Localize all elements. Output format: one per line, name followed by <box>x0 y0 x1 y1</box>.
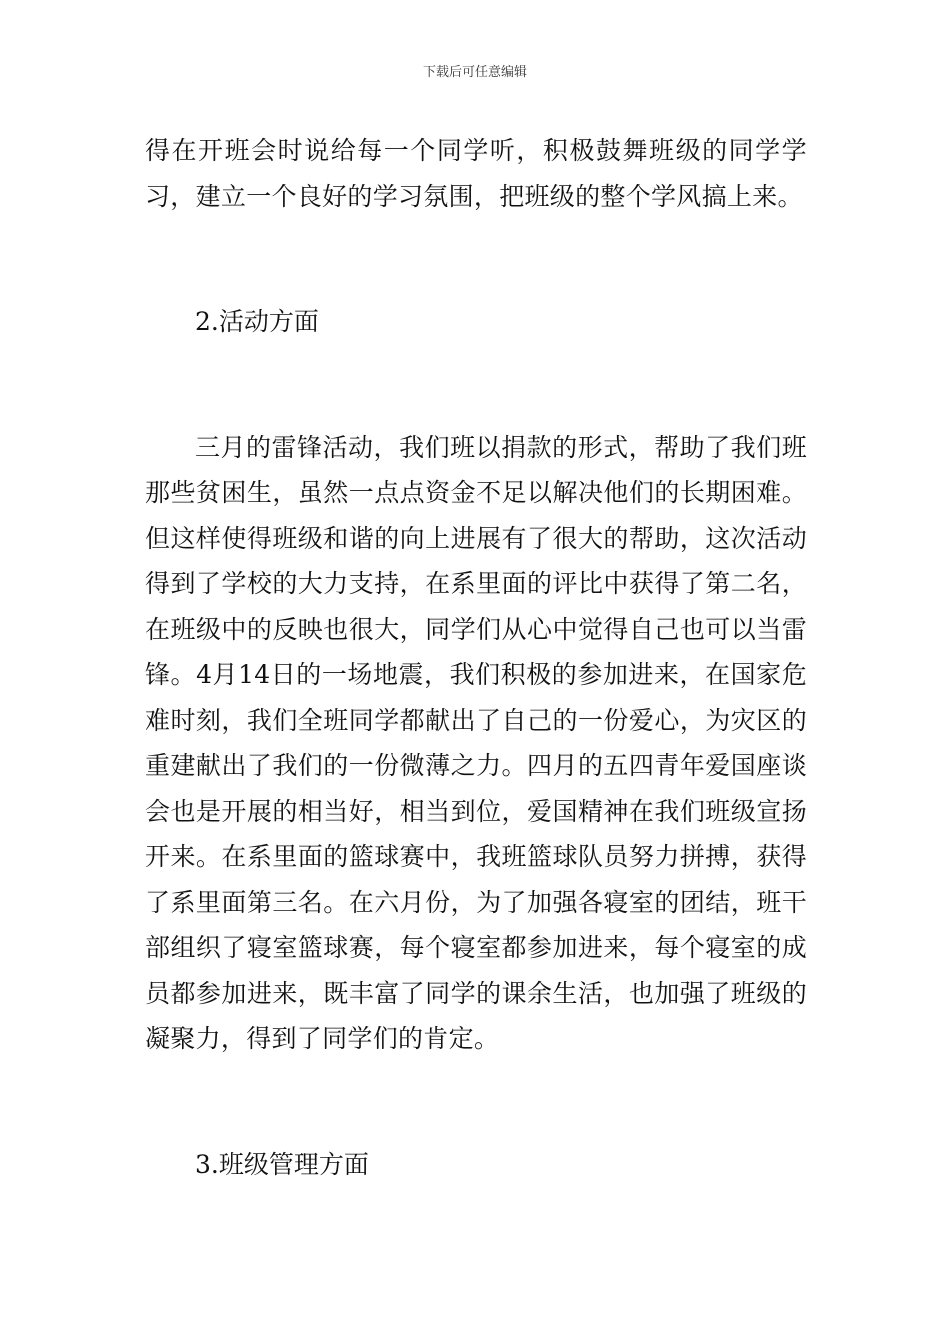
section-spacer <box>145 345 807 425</box>
section-spacer <box>145 1062 807 1142</box>
section-spacer <box>145 219 807 299</box>
page-header: 下载后可任意编辑 <box>422 65 527 80</box>
paragraph-continuation: 得在开班会时说给每一个同学听，积极鼓舞班级的同学学习，建立一个良好的学习氛围，把班级的整个学风搞上来。 <box>145 136 807 211</box>
document-body <box>145 128 807 1187</box>
section-heading-activities: 2.活动方面 <box>195 307 319 336</box>
paragraph-activities: 三月的雷锋活动，我们班以捐款的形式，帮助了我们班那些贫困生，虽然一点点资金不足以解决他们的长期困难。但这样使得班级和谐的向上进展有了很大的帮助，这次活动得到了学校的大力支持，在系里面的评比中获得了第二名，在班级中的反映也很大，同学们从心中觉得自己也可以当雷锋。4月14日的一场地震，我们积极的参加进来，在国家危难时刻，我们全班同学都献出了自己的一份爱心，为灾区的重建献出了我们的一份微薄之力。四月的五四青年爱国座谈会也是开展的相当好，相当到位，爱国精神在我们班级宣扬开来。在系里面的篮球赛中，我班篮球队员努力拼搏，获得了系里面第三名。在六月份，为了加强各寝室的团结，班干部组织了寝室篮球赛，每个寝室都参加进来，每个寝室的成员都参加进来，既丰富了同学的课余生活，也加强了班级的凝聚力，得到了同学们的肯定。 <box>145 432 807 1053</box>
section-heading-class-management: 3.班级管理方面 <box>195 1149 369 1179</box>
